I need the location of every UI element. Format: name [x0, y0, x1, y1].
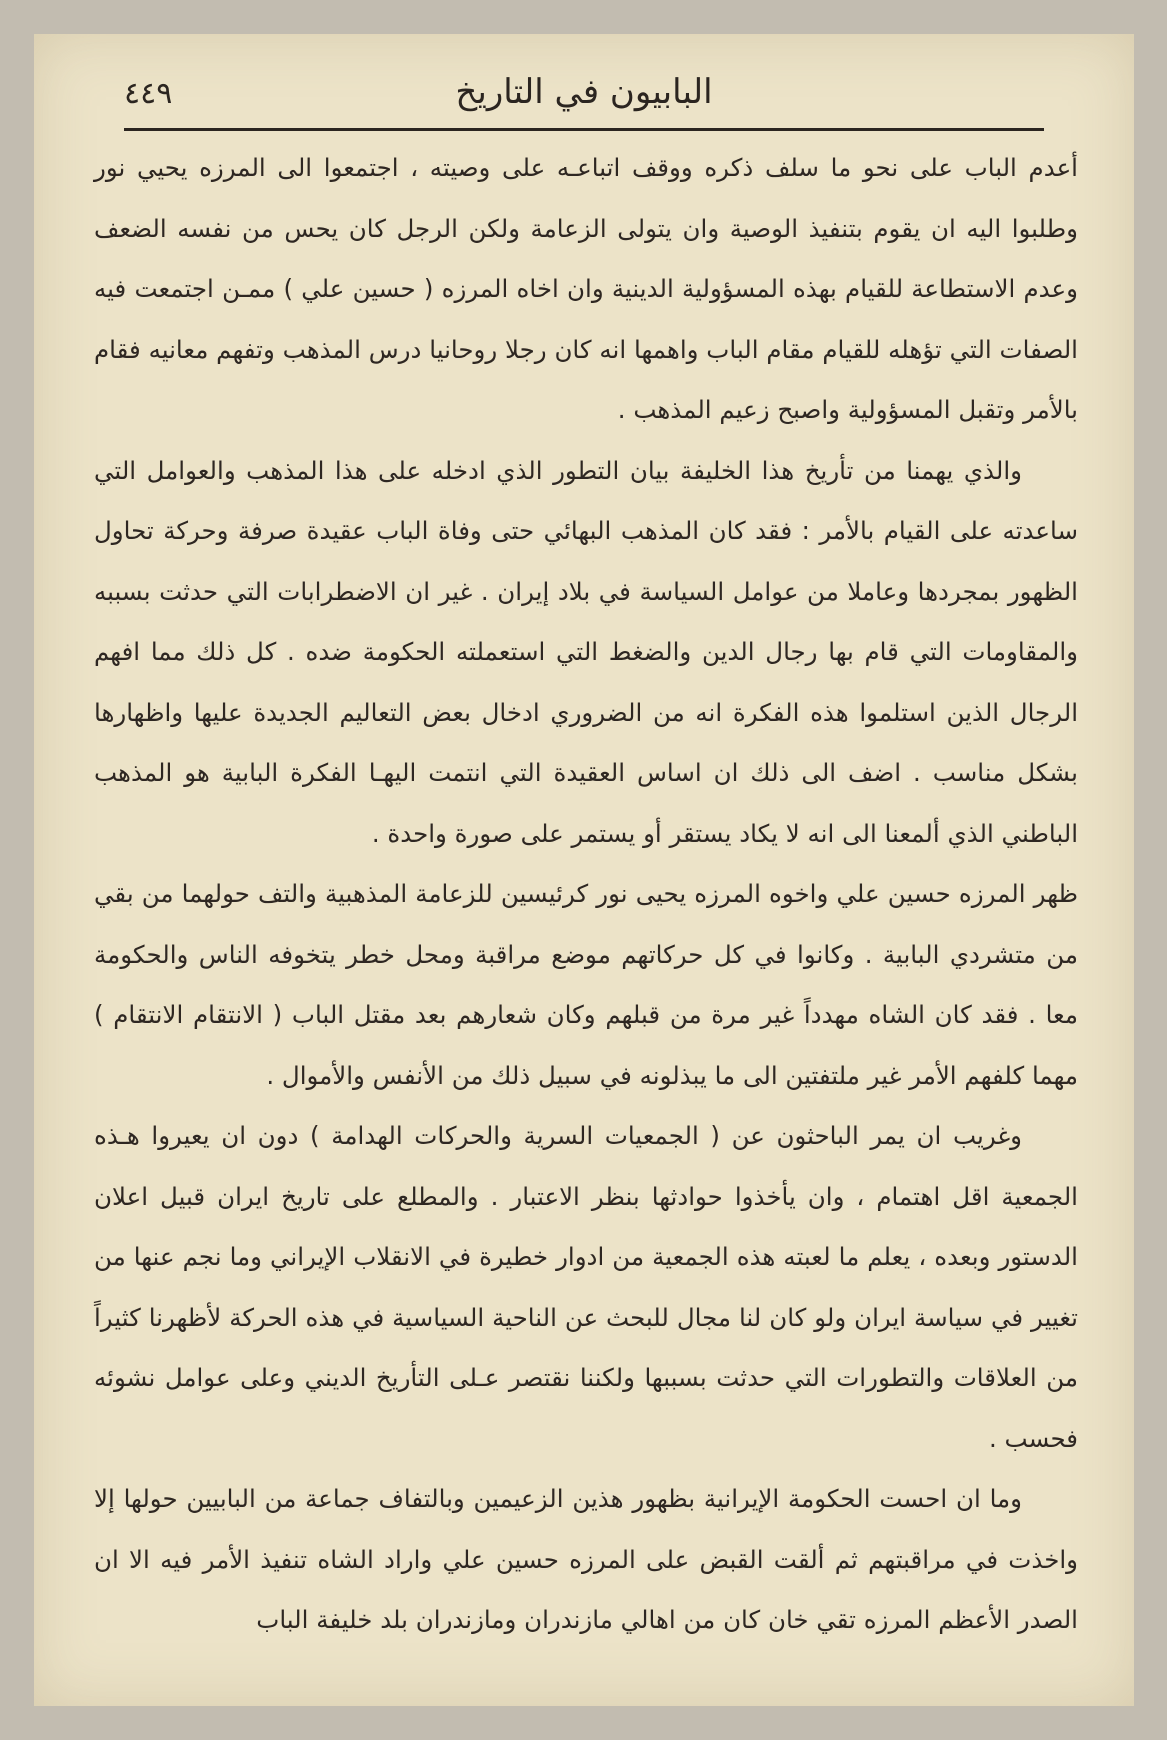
body-text	[94, 138, 1078, 1651]
paragraph-1: أعدم الباب على نحو ما سلف ذكره ووقف اتباعـه على وصيته ، اجتمعوا الى المرزه يحيي نور وطلبوا اليه ان يقوم بتنفيذ الوصية وان يتولى الزعامة ولكن الرجل كان يحس من نفسه الضعف وعدم الاستطاعة للقيام بهذه المسؤولية الدينية وان اخاه المرزه ( حسين علي ) ممـن اجتمعت فيه الصفات التي تؤهله للقيام مقام الباب واهمها انه كان رجلا روحانيا درس المذهب وتفهم معانيه فقام بالأمر وتقبل المسؤولية واصبح زعيم المذهب .	[94, 153, 1078, 424]
page-header	[124, 68, 1044, 128]
header-rule	[124, 128, 1044, 131]
paragraph-5: وما ان احست الحكومة الإيرانية بظهور هذين الزعيمين وبالتفاف جماعة من البابيين حولها إلا واخذت في مراقبتهم ثم ألقت القبض على المرزه حسين علي واراد الشاه تنفيذ الأمر فيه الا ان الصدر الأعظم المرزه تقي خان كان من اهالي مازندران ومازندران بلد خليفة الباب	[94, 1484, 1078, 1634]
page-number: ٤٤٩	[124, 76, 173, 111]
running-title: البابيون في التاريخ	[455, 72, 713, 112]
paragraph-3: ظهر المرزه حسين علي واخوه المرزه يحيى نور كرئيسين للزعامة المذهبية والتف حولهما من بقي من متشردي البابية . وكانوا في كل حركاتهم موضع مراقبة ومحل خطر يتخوفه الناس والحكومة معا . فقد كان الشاه مهدداً غير مرة من قبلهم وكان شعارهم بعد مقتل الباب ( الانتقام الانتقام ) مهما كلفهم الأمر غير ملتفتين الى ما يبذلونه في سبيل ذلك من الأنفس والأموال .	[94, 879, 1078, 1090]
paragraph-4: وغريب ان يمر الباحثون عن ( الجمعيات السرية والحركات الهدامة ) دون ان يعيروا هـذه الجمعية اقل اهتمام ، وان يأخذوا حوادثها بنظر الاعتبار . والمطلع على تاريخ ايران قبيل اعلان الدستور وبعده ، يعلم ما لعبته هذه الجمعية من ادوار خطيرة في الانقلاب الإيراني وما نجم عنها من تغيير في سياسة ايران ولو كان لنا مجال للبحث عن الناحية السياسية في هذه الحركة لأظهرنا كثيراً من العلاقات والتطورات التي حدثت بسببها ولكننا نقتصر عـلى التأريخ الديني وعلى عوامل نشوئه فحسب .	[94, 1121, 1078, 1453]
paragraph-2: والذي يهمنا من تأريخ هذا الخليفة بيان التطور الذي ادخله على هذا المذهب والعوامل التي ساعدته على القيام بالأمر : فقد كان المذهب البهائي حتى وفاة الباب عقيدة صرفة وحركة تحاول الظهور بمجردها وعاملا من عوامل السياسة في بلاد إيران . غير ان الاضطرابات التي حدثت بسببه والمقاومات التي قام بها رجال الدين والضغط التي استعملته الحكومة ضده . كل ذلك مما افهم الرجال الذين استلموا هذه الفكرة انه من الضروري ادخال بعض التعاليم الجديدة عليها واظهارها بشكل مناسب . اضف الى ذلك ان اساس العقيدة التي انتمت اليهـا الفكرة البابية هو المذهب الباطني الذي ألمعنا الى انه لا يكاد يستقر أو يستمر على صورة واحدة .	[94, 455, 1078, 848]
book-page	[34, 34, 1134, 1706]
